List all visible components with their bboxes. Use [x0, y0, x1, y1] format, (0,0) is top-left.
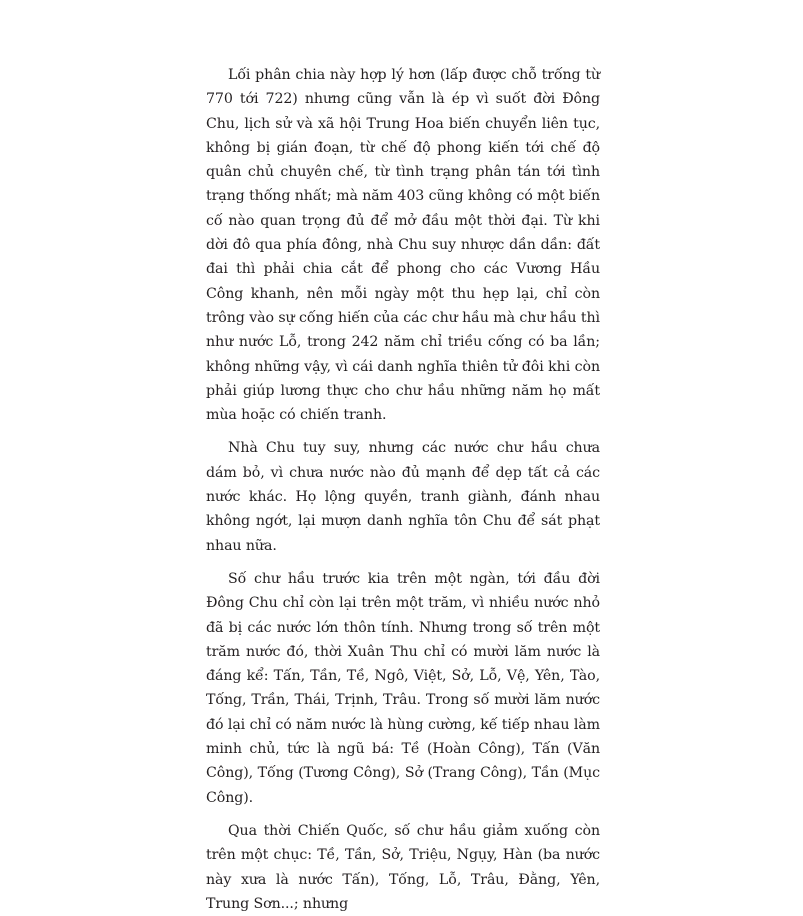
book-page-text — [206, 63, 600, 916]
paragraph-zhou-decline: Nhà Chu tuy suy, nhưng các nước chư hầu chưa dám bỏ, vì chưa nước nào đủ mạnh để dẹp tất cả các nước khác. Họ lộng quyền, tranh giành, đánh nhau không ngớt, lại mượn danh nghĩa tôn Chu để sát phạt nhau nữa. — [206, 440, 600, 554]
paragraph-warring-states: Qua thời Chiến Quốc, số chư hầu giảm xuống còn trên một chục: Tề, Tần, Sở, Triệu, Ngụy, Hàn (ba nước này xưa là nước Tấn), Tống, Lỗ, Trâu, Đằng, Yên, Trung Sơn...; nhưng — [206, 822, 600, 912]
paragraph-zhou-periodization: Lối phân chia này hợp lý hơn (lấp được chỗ trống từ 770 tới 722) nhưng cũng vẫn là ép vì suốt đời Đông Chu, lịch sử và xã hội Trung Hoa biến chuyển liên tục, không bị gián đoạn, từ chế độ phong kiến tới chế độ quân chủ chuyên chế, từ tình trạng phân tán tới tình trạng thống nhất; mà năm 403 cũng không có một biến cố nào quan trọng đủ để mở đầu một thời đại. Từ khi dời đô qua phía đông, nhà Chu suy nhược dần dần: đất đai thì phải chia cắt để phong cho các Vương Hầu Công khanh, nên mỗi ngày một thu hẹp lại, chỉ còn trông vào sự cống hiến của các chư hầu mà chư hầu thì như nước Lỗ, trong 242 năm chỉ triều cống có ba lần; không những vậy, vì cái danh nghĩa thiên tử đôi khi còn phải giúp lương thực cho chư hầu những năm họ mất mùa hoặc có chiến tranh. — [206, 67, 600, 424]
paragraph-spring-autumn-states: Số chư hầu trước kia trên một ngàn, tới đầu đời Đông Chu chỉ còn lại trên một trăm, vì nhiều nước nhỏ đã bị các nước lớn thôn tính. Nhưng trong số trên một trăm nước đó, thời Xuân Thu chỉ có mười lăm nước là đáng kể: Tấn, Tần, Tề, Ngô, Việt, Sở, Lỗ, Vệ, Yên, Tào, Tống, Trần, Thái, Trịnh, Trâu. Trong số mười lăm nước đó lại chỉ có năm nước là hùng cường, kế tiếp nhau làm minh chủ, tức là ngũ bá: Tề (Hoàn Công), Tấn (Văn Công), Tống (Tương Công), Sở (Trang Công), Tần (Mục Công). — [206, 570, 600, 806]
